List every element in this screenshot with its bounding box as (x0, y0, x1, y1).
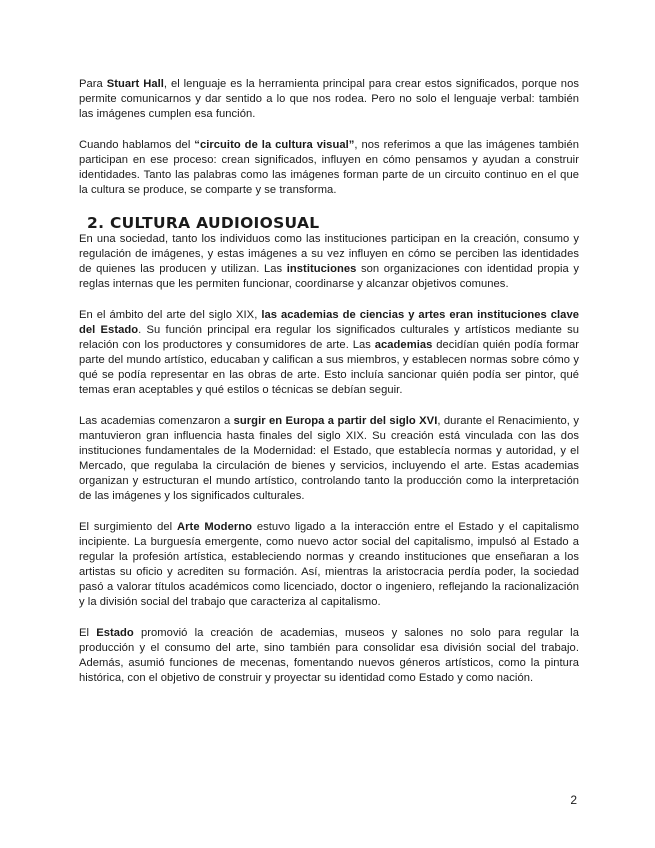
text-run: estuvo ligado a la interacción entre el Estado y el capitalismo incipiente. La burguesía emergente, como nuevo actor social del capitalismo, impulsó al Estado a regular la profesión artística, estableciendo normas y creando instituciones que enseñaran a los artistas su oficio y acrediten su formación. Así, mientras la aristocracia perdía poder, la sociedad pasó a valorar títulos académicos como licenciado, doctor o ingeniero, reflejando la racionalización y la división social del trabajo que caracteriza al capitalismo. (79, 521, 579, 608)
bold-text: surgir en Europa a partir del siglo XVI (233, 415, 438, 427)
text-run: decidían quién podía formar parte del mundo artístico, educaban y califican a sus miembros, y establecen normas sobre cómo y qué se podía representar en las obras de arte. Esto incluía sancionar quién podía ser pintor, qué temas eran aceptables y qué estilos o técnicas se debían seguir. (79, 339, 579, 396)
text-run: son organizaciones con identidad propia y reglas internas que les permiten funcionar, coordinarse y alcanzar objetivos comunes. (79, 263, 579, 290)
paragraph (79, 626, 579, 686)
bold-text: las academias de ciencias y artes eran instituciones clave del Estado (79, 309, 579, 336)
paragraph (79, 138, 579, 198)
bold-text: Estado (96, 627, 134, 639)
text-run: , nos referimos a que las imágenes también participan en ese proceso: crean significados, influyen en cómo pensamos y ayudan a construir identidades. Tanto las palabras como las imágenes forman parte de un circuito continuo en el que la cultura se produce, se comparte y se transforma. (79, 139, 579, 196)
text-run: El surgimiento del (79, 521, 178, 533)
text-run: En una sociedad, tanto los individuos como las instituciones participan en la creación, consumo y regulación de imágenes, y estas imágenes a su vez influyen en cómo se perciben las identidades de quienes las producen y utilizan. Las (79, 233, 579, 275)
intro-section (79, 77, 579, 198)
bold-text: “circuito de la cultura visual” (194, 139, 355, 151)
bold-text: Stuart Hall (106, 78, 164, 90)
text-run: El (79, 627, 97, 639)
text-run: , durante el Renacimiento, y mantuvieron gran influencia hasta finales del siglo XIX. Su creación está vinculada con las dos instituciones fundamentales de la Modernidad: el Estado, que establecía normas y autoridad, y el Mercado, que regulaba la circulación de bienes y servicios, incluyendo el arte. Estas academias organizan y estructuran el mundo artístico, controlando tanto la producción como la interpretación de las imágenes y los significados culturales. (79, 415, 579, 502)
paragraph (79, 520, 579, 610)
section-body (79, 232, 579, 686)
page-number: 2 (570, 793, 577, 807)
page-content (79, 77, 579, 702)
bold-text: Arte Moderno (177, 521, 253, 533)
paragraph (79, 77, 579, 122)
text-run: En el ámbito del arte del siglo XIX, (79, 309, 262, 321)
text-run: , el lenguaje es la herramienta principal para crear estos significados, porque nos permite comunicarnos y dar sentido a lo que nos rodea. Pero no solo el lenguaje verbal: también las imágenes cumplen esa función. (79, 78, 579, 120)
text-run: Para (79, 78, 107, 90)
text-run: . Su función principal era regular los significados culturales y artísticos mediante su relación con los productores y consumidores de arte. Las (79, 324, 579, 351)
bold-text: academias (374, 339, 433, 351)
text-run: Las academias comenzaron a (79, 415, 234, 427)
text-run: Cuando hablamos del (79, 139, 195, 151)
paragraph (79, 308, 579, 398)
paragraph (79, 414, 579, 504)
section-heading: 2. CULTURA AUDIOIOSUAL (87, 214, 320, 232)
paragraph (79, 232, 579, 292)
text-run: promovió la creación de academias, museos y salones no solo para regular la producción y el consumo del arte, sino también para consolidar esa división social del trabajo. Además, asumió funciones de mecenas, fomentando nuevos géneros artísticos, como la pintura histórica, con el objetivo de construir y proyectar su identidad como Estado y como nación. (79, 627, 579, 684)
bold-text: instituciones (286, 263, 357, 275)
